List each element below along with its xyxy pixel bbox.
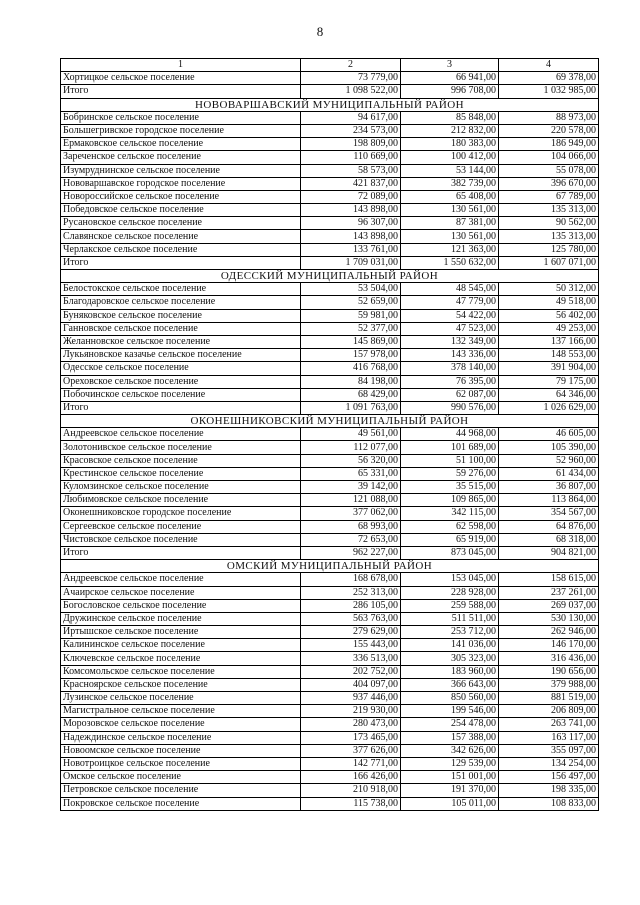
- table-row: [61, 151, 599, 164]
- settlement-name-cell: Черлакское сельское поселение: [61, 243, 301, 256]
- amount-cell: 379 988,00: [499, 678, 599, 691]
- table-row: [61, 520, 599, 533]
- amount-cell: 142 771,00: [301, 757, 401, 770]
- table-row: [61, 217, 599, 230]
- amount-cell: 279 629,00: [301, 626, 401, 639]
- table-row: [61, 230, 599, 243]
- amount-cell: 173 465,00: [301, 731, 401, 744]
- amount-cell: 378 140,00: [401, 362, 499, 375]
- amount-cell: 421 837,00: [301, 177, 401, 190]
- amount-cell: 66 941,00: [401, 72, 499, 85]
- amount-cell: 76 395,00: [401, 375, 499, 388]
- settlement-name-cell: Дружинское сельское поселение: [61, 612, 301, 625]
- amount-cell: 904 821,00: [499, 546, 599, 559]
- amount-cell: 168 678,00: [301, 573, 401, 586]
- settlement-name-cell: Победовское сельское поселение: [61, 204, 301, 217]
- amount-cell: 100 412,00: [401, 151, 499, 164]
- table-row: [61, 190, 599, 203]
- amount-cell: 52 659,00: [301, 296, 401, 309]
- table-row: [61, 744, 599, 757]
- amount-cell: 262 946,00: [499, 626, 599, 639]
- amount-cell: 44 968,00: [401, 428, 499, 441]
- district-header-row: [61, 270, 599, 283]
- amount-cell: 143 898,00: [301, 204, 401, 217]
- amount-cell: 881 519,00: [499, 692, 599, 705]
- amount-cell: 49 561,00: [301, 428, 401, 441]
- table-row: [61, 72, 599, 85]
- table-row: [61, 349, 599, 362]
- settlement-name-cell: Ачаирское сельское поселение: [61, 586, 301, 599]
- amount-cell: 87 381,00: [401, 217, 499, 230]
- amount-cell: 404 097,00: [301, 678, 401, 691]
- amount-cell: 263 741,00: [499, 718, 599, 731]
- settlement-name-cell: Русановское сельское поселение: [61, 217, 301, 230]
- amount-cell: 49 253,00: [499, 322, 599, 335]
- amount-cell: 51 100,00: [401, 454, 499, 467]
- amount-cell: 84 198,00: [301, 375, 401, 388]
- amount-cell: 212 832,00: [401, 124, 499, 137]
- settlement-name-cell: Побочинское сельское поселение: [61, 388, 301, 401]
- amount-cell: 141 036,00: [401, 639, 499, 652]
- amount-cell: 36 807,00: [499, 481, 599, 494]
- amount-cell: 156 497,00: [499, 771, 599, 784]
- amount-cell: 199 546,00: [401, 705, 499, 718]
- table-body: [61, 59, 599, 811]
- amount-cell: 210 918,00: [301, 784, 401, 797]
- amount-cell: 254 478,00: [401, 718, 499, 731]
- settlement-name-cell: Итого: [61, 85, 301, 98]
- amount-cell: 377 062,00: [301, 507, 401, 520]
- table-row: [61, 85, 599, 98]
- settlement-name-cell: Сергеевское сельское поселение: [61, 520, 301, 533]
- amount-cell: 1 607 071,00: [499, 256, 599, 269]
- amount-cell: 155 443,00: [301, 639, 401, 652]
- settlement-name-cell: Славянское сельское поселение: [61, 230, 301, 243]
- amount-cell: 61 434,00: [499, 467, 599, 480]
- amount-cell: 416 768,00: [301, 362, 401, 375]
- amount-cell: 56 402,00: [499, 309, 599, 322]
- amount-cell: 72 653,00: [301, 533, 401, 546]
- amount-cell: 137 166,00: [499, 335, 599, 348]
- settlement-name-cell: Буняковское сельское поселение: [61, 309, 301, 322]
- amount-cell: 228 928,00: [401, 586, 499, 599]
- amount-cell: 253 712,00: [401, 626, 499, 639]
- table-row: [61, 639, 599, 652]
- settlement-name-cell: Иртышское сельское поселение: [61, 626, 301, 639]
- settlement-name-cell: Большегривское городское поселение: [61, 124, 301, 137]
- amount-cell: 962 227,00: [301, 546, 401, 559]
- amount-cell: 316 436,00: [499, 652, 599, 665]
- amount-cell: 129 539,00: [401, 757, 499, 770]
- amount-cell: 132 349,00: [401, 335, 499, 348]
- table-row: [61, 481, 599, 494]
- table-row: [61, 388, 599, 401]
- settlement-name-cell: Новороссийское сельское поселение: [61, 190, 301, 203]
- table-row: [61, 494, 599, 507]
- amount-cell: 202 752,00: [301, 665, 401, 678]
- district-title: ОМСКИЙ МУНИЦИПАЛЬНЫЙ РАЙОН: [61, 560, 599, 573]
- amount-cell: 39 142,00: [301, 481, 401, 494]
- amount-cell: 396 670,00: [499, 177, 599, 190]
- amount-cell: 511 511,00: [401, 612, 499, 625]
- amount-cell: 206 809,00: [499, 705, 599, 718]
- amount-cell: 121 363,00: [401, 243, 499, 256]
- amount-cell: 47 523,00: [401, 322, 499, 335]
- settlement-name-cell: Новотроицкое сельское поселение: [61, 757, 301, 770]
- amount-cell: 377 626,00: [301, 744, 401, 757]
- amount-cell: 105 011,00: [401, 797, 499, 810]
- amount-cell: 35 515,00: [401, 481, 499, 494]
- amount-cell: 46 605,00: [499, 428, 599, 441]
- amount-cell: 105 390,00: [499, 441, 599, 454]
- district-title: НОВОВАРШАВСКИЙ МУНИЦИПАЛЬНЫЙ РАЙОН: [61, 98, 599, 111]
- amount-cell: 130 561,00: [401, 204, 499, 217]
- amount-cell: 52 960,00: [499, 454, 599, 467]
- column-header: 1: [61, 59, 301, 72]
- amount-cell: 69 378,00: [499, 72, 599, 85]
- table-row: [61, 507, 599, 520]
- amount-cell: 145 869,00: [301, 335, 401, 348]
- amount-cell: 269 037,00: [499, 599, 599, 612]
- amount-cell: 121 088,00: [301, 494, 401, 507]
- amount-cell: 198 809,00: [301, 138, 401, 151]
- amount-cell: 280 473,00: [301, 718, 401, 731]
- amount-cell: 65 408,00: [401, 190, 499, 203]
- amount-cell: 1 032 985,00: [499, 85, 599, 98]
- table-row: [61, 164, 599, 177]
- settlement-name-cell: Изумруднинское сельское поселение: [61, 164, 301, 177]
- table-row: [61, 256, 599, 269]
- amount-cell: 53 504,00: [301, 283, 401, 296]
- district-header-row: [61, 560, 599, 573]
- amount-cell: 64 346,00: [499, 388, 599, 401]
- amount-cell: 143 336,00: [401, 349, 499, 362]
- amount-cell: 52 377,00: [301, 322, 401, 335]
- district-header-row: [61, 415, 599, 428]
- settlement-name-cell: Петровское сельское поселение: [61, 784, 301, 797]
- amount-cell: 88 973,00: [499, 111, 599, 124]
- district-title: ОКОНЕШНИКОВСКИЙ МУНИЦИПАЛЬНЫЙ РАЙОН: [61, 415, 599, 428]
- amount-cell: 130 561,00: [401, 230, 499, 243]
- table-row: [61, 586, 599, 599]
- amount-cell: 286 105,00: [301, 599, 401, 612]
- amount-cell: 153 045,00: [401, 573, 499, 586]
- amount-cell: 382 739,00: [401, 177, 499, 190]
- table-row: [61, 718, 599, 731]
- settlement-name-cell: Ключевское сельское поселение: [61, 652, 301, 665]
- settlement-name-cell: Итого: [61, 401, 301, 414]
- table-row: [61, 546, 599, 559]
- amount-cell: 49 518,00: [499, 296, 599, 309]
- settlement-name-cell: Золотонивское сельское поселение: [61, 441, 301, 454]
- table-row: [61, 335, 599, 348]
- amount-cell: 148 553,00: [499, 349, 599, 362]
- settlement-name-cell: Андреевское сельское поселение: [61, 573, 301, 586]
- settlement-name-cell: Лузинское сельское поселение: [61, 692, 301, 705]
- amount-cell: 68 429,00: [301, 388, 401, 401]
- table-row: [61, 309, 599, 322]
- amount-cell: 112 077,00: [301, 441, 401, 454]
- table-row: [61, 428, 599, 441]
- amount-cell: 104 066,00: [499, 151, 599, 164]
- table-row: [61, 454, 599, 467]
- amount-cell: 220 578,00: [499, 124, 599, 137]
- table-row: [61, 111, 599, 124]
- settlement-name-cell: Любимовское сельское поселение: [61, 494, 301, 507]
- settlement-name-cell: Благодаровское сельское поселение: [61, 296, 301, 309]
- district-title: ОДЕССКИЙ МУНИЦИПАЛЬНЫЙ РАЙОН: [61, 270, 599, 283]
- settlement-name-cell: Ганновское сельское поселение: [61, 322, 301, 335]
- amount-cell: 190 656,00: [499, 665, 599, 678]
- amount-cell: 996 708,00: [401, 85, 499, 98]
- table-row: [61, 678, 599, 691]
- amount-cell: 134 254,00: [499, 757, 599, 770]
- amount-cell: 90 562,00: [499, 217, 599, 230]
- amount-cell: 135 313,00: [499, 204, 599, 217]
- amount-cell: 67 789,00: [499, 190, 599, 203]
- amount-cell: 94 617,00: [301, 111, 401, 124]
- amount-cell: 101 689,00: [401, 441, 499, 454]
- settlement-name-cell: Бобринское сельское поселение: [61, 111, 301, 124]
- settlement-name-cell: Красноярское сельское поселение: [61, 678, 301, 691]
- amount-cell: 54 422,00: [401, 309, 499, 322]
- amount-cell: 850 560,00: [401, 692, 499, 705]
- amount-cell: 65 919,00: [401, 533, 499, 546]
- settlement-name-cell: Ореховское сельское поселение: [61, 375, 301, 388]
- settlement-name-cell: Желанновское сельское поселение: [61, 335, 301, 348]
- amount-cell: 191 370,00: [401, 784, 499, 797]
- table-row: [61, 612, 599, 625]
- table-row: [61, 705, 599, 718]
- amount-cell: 109 865,00: [401, 494, 499, 507]
- table-row: [61, 283, 599, 296]
- amount-cell: 58 573,00: [301, 164, 401, 177]
- table-row: [61, 573, 599, 586]
- amount-cell: 73 779,00: [301, 72, 401, 85]
- amount-cell: 391 904,00: [499, 362, 599, 375]
- amount-cell: 157 978,00: [301, 349, 401, 362]
- table-row: [61, 322, 599, 335]
- amount-cell: 96 307,00: [301, 217, 401, 230]
- amount-cell: 186 949,00: [499, 138, 599, 151]
- table-row: [61, 784, 599, 797]
- settlement-name-cell: Надеждинское сельское поселение: [61, 731, 301, 744]
- table-row: [61, 401, 599, 414]
- amount-cell: 259 588,00: [401, 599, 499, 612]
- settlement-name-cell: Богословское сельское поселение: [61, 599, 301, 612]
- amount-cell: 64 876,00: [499, 520, 599, 533]
- amount-cell: 50 312,00: [499, 283, 599, 296]
- settlement-name-cell: Омское сельское поселение: [61, 771, 301, 784]
- table-row: [61, 362, 599, 375]
- amount-cell: 166 426,00: [301, 771, 401, 784]
- table-row: [61, 731, 599, 744]
- column-header: 4: [499, 59, 599, 72]
- settlement-name-cell: Белостокское сельское поселение: [61, 283, 301, 296]
- settlement-name-cell: Хортицкое сельское поселение: [61, 72, 301, 85]
- amount-cell: 79 175,00: [499, 375, 599, 388]
- settlement-name-cell: Ермаковское сельское поселение: [61, 138, 301, 151]
- amount-cell: 563 763,00: [301, 612, 401, 625]
- column-header: 3: [401, 59, 499, 72]
- amount-cell: 59 276,00: [401, 467, 499, 480]
- amount-cell: 47 779,00: [401, 296, 499, 309]
- settlement-name-cell: Морозовское сельское поселение: [61, 718, 301, 731]
- district-header-row: [61, 98, 599, 111]
- table-row: [61, 467, 599, 480]
- amount-cell: 62 598,00: [401, 520, 499, 533]
- amount-cell: 53 144,00: [401, 164, 499, 177]
- amount-cell: 65 331,00: [301, 467, 401, 480]
- amount-cell: 342 626,00: [401, 744, 499, 757]
- amount-cell: 336 513,00: [301, 652, 401, 665]
- settlement-name-cell: Калининское сельское поселение: [61, 639, 301, 652]
- settlement-name-cell: Оконешниковское городское поселение: [61, 507, 301, 520]
- settlement-name-cell: Итого: [61, 256, 301, 269]
- table-row: [61, 441, 599, 454]
- settlement-name-cell: Итого: [61, 546, 301, 559]
- settlement-name-cell: Комсомольское сельское поселение: [61, 665, 301, 678]
- amount-cell: 873 045,00: [401, 546, 499, 559]
- amount-cell: 252 313,00: [301, 586, 401, 599]
- table-row: [61, 138, 599, 151]
- amount-cell: 125 780,00: [499, 243, 599, 256]
- table-row: [61, 204, 599, 217]
- settlement-name-cell: Чистовское сельское поселение: [61, 533, 301, 546]
- amount-cell: 355 097,00: [499, 744, 599, 757]
- column-header: 2: [301, 59, 401, 72]
- settlement-name-cell: Крестинское сельское поселение: [61, 467, 301, 480]
- amount-cell: 68 993,00: [301, 520, 401, 533]
- amount-cell: 180 383,00: [401, 138, 499, 151]
- amount-cell: 62 087,00: [401, 388, 499, 401]
- amount-cell: 48 545,00: [401, 283, 499, 296]
- amount-cell: 198 335,00: [499, 784, 599, 797]
- table-row: [61, 797, 599, 810]
- amount-cell: 342 115,00: [401, 507, 499, 520]
- amount-cell: 1 026 629,00: [499, 401, 599, 414]
- amount-cell: 85 848,00: [401, 111, 499, 124]
- amount-cell: 56 320,00: [301, 454, 401, 467]
- settlement-name-cell: Лукьяновское казачье сельское поселение: [61, 349, 301, 362]
- amount-cell: 237 261,00: [499, 586, 599, 599]
- settlement-name-cell: Одесское сельское поселение: [61, 362, 301, 375]
- table-row: [61, 771, 599, 784]
- amount-cell: 354 567,00: [499, 507, 599, 520]
- amount-cell: 115 738,00: [301, 797, 401, 810]
- settlement-name-cell: Андреевское сельское поселение: [61, 428, 301, 441]
- amount-cell: 1 550 632,00: [401, 256, 499, 269]
- settlement-name-cell: Красовское сельское поселение: [61, 454, 301, 467]
- amount-cell: 158 615,00: [499, 573, 599, 586]
- settlement-name-cell: Покровское сельское поселение: [61, 797, 301, 810]
- amount-cell: 937 446,00: [301, 692, 401, 705]
- settlement-name-cell: Новоомское сельское поселение: [61, 744, 301, 757]
- table-row: [61, 533, 599, 546]
- table-row: [61, 124, 599, 137]
- amount-cell: 135 313,00: [499, 230, 599, 243]
- amount-cell: 110 669,00: [301, 151, 401, 164]
- amount-cell: 234 573,00: [301, 124, 401, 137]
- settlement-name-cell: Магистральное сельское поселение: [61, 705, 301, 718]
- amount-cell: 113 864,00: [499, 494, 599, 507]
- amount-cell: 72 089,00: [301, 190, 401, 203]
- budget-table: [60, 58, 599, 811]
- amount-cell: 143 898,00: [301, 230, 401, 243]
- table-row: [61, 177, 599, 190]
- table-row: [61, 757, 599, 770]
- amount-cell: 163 117,00: [499, 731, 599, 744]
- table-row: [61, 296, 599, 309]
- amount-cell: 133 761,00: [301, 243, 401, 256]
- amount-cell: 305 323,00: [401, 652, 499, 665]
- amount-cell: 990 576,00: [401, 401, 499, 414]
- amount-cell: 1 709 031,00: [301, 256, 401, 269]
- page-number: 8: [316, 24, 324, 39]
- table-row: [61, 243, 599, 256]
- amount-cell: 530 130,00: [499, 612, 599, 625]
- amount-cell: 55 078,00: [499, 164, 599, 177]
- amount-cell: 219 930,00: [301, 705, 401, 718]
- table-row: [61, 375, 599, 388]
- settlement-name-cell: Куломзинское сельское поселение: [61, 481, 301, 494]
- table-row: [61, 652, 599, 665]
- settlement-name-cell: Нововаршавское городское поселение: [61, 177, 301, 190]
- amount-cell: 1 091 763,00: [301, 401, 401, 414]
- column-header-row: [61, 59, 599, 72]
- amount-cell: 366 643,00: [401, 678, 499, 691]
- table-row: [61, 665, 599, 678]
- amount-cell: 157 388,00: [401, 731, 499, 744]
- table-row: [61, 599, 599, 612]
- amount-cell: 1 098 522,00: [301, 85, 401, 98]
- amount-cell: 108 833,00: [499, 797, 599, 810]
- amount-cell: 151 001,00: [401, 771, 499, 784]
- amount-cell: 146 170,00: [499, 639, 599, 652]
- amount-cell: 59 981,00: [301, 309, 401, 322]
- table-row: [61, 626, 599, 639]
- settlement-name-cell: Зареченское сельское поселение: [61, 151, 301, 164]
- amount-cell: 183 960,00: [401, 665, 499, 678]
- amount-cell: 68 318,00: [499, 533, 599, 546]
- table-row: [61, 692, 599, 705]
